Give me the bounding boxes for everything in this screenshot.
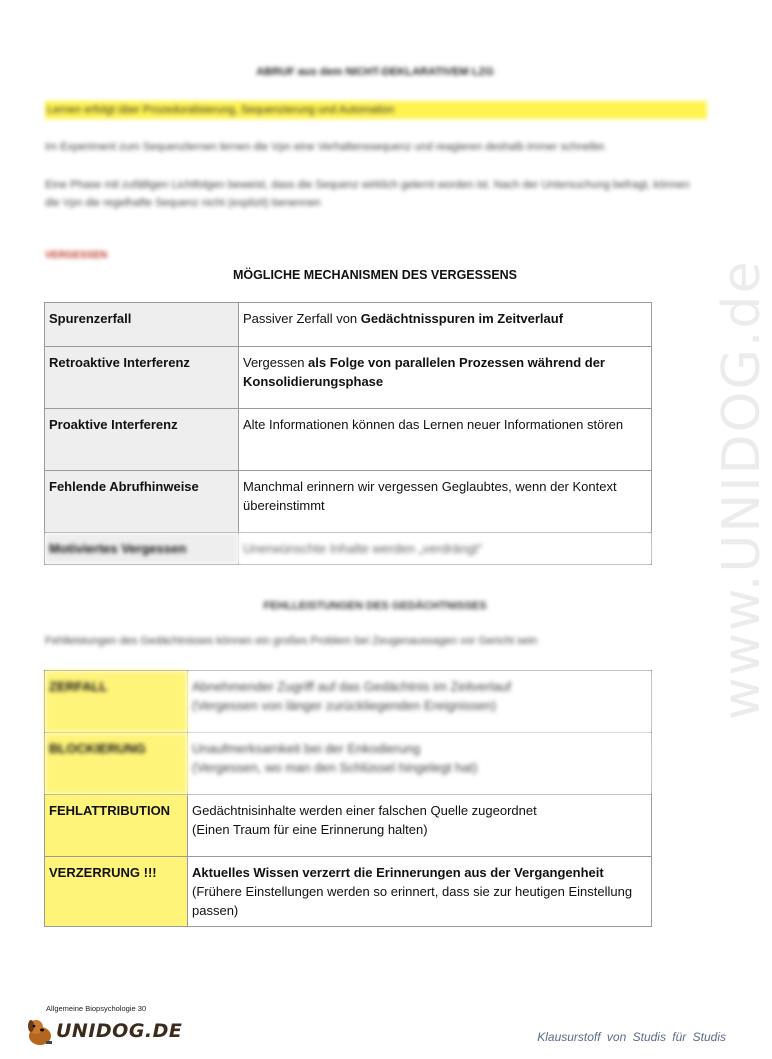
desc-text: Vergessen — [243, 355, 309, 370]
desc-note: (Vergessen, wo man den Schlüssel hingelegt hat) — [192, 760, 478, 775]
desc-cell — [239, 347, 652, 409]
term-cell: BLOCKIERUNG — [45, 733, 188, 795]
table-row — [45, 347, 652, 409]
term-cell: FEHLATTRIBUTION — [45, 795, 188, 857]
desc-line: Gedächtnisinhalte werden einer falschen Quelle zugeordnet — [192, 803, 537, 818]
desc-cell — [188, 733, 652, 795]
fehlleistungen-intro: Fehlleistungen des Gedächtnisses können ein großes Problem bei Zeugenaussagen vor Gericht sein — [45, 635, 538, 647]
dog-icon — [22, 1014, 58, 1050]
term-cell: Fehlende Abrufhinweise — [45, 471, 239, 533]
desc-cell: Alte Informationen können das Lernen neuer Informationen stören — [239, 409, 652, 471]
term-cell: Proaktive Interferenz — [45, 409, 239, 471]
vergessen-label: VERGESSEN — [45, 250, 108, 261]
desc-text: Passiver Zerfall von — [243, 311, 361, 326]
desc-note: (Frühere Einstellungen werden so erinnert, dass sie zur heutigen Einstellung passen) — [192, 884, 633, 918]
term-cell: ZERFALL — [45, 671, 188, 733]
desc-bold-text: als Folge von parallelen Prozessen während der Konsolidierungsphase — [243, 355, 605, 389]
desc-line: Abnehmender Zugriff auf das Gedächtnis im Zeitverlauf — [192, 679, 512, 694]
desc-cell: Manchmal erinnern wir vergessen Geglaubtes, wenn der Kontext übereinstimmt — [239, 471, 652, 533]
table-row — [45, 409, 652, 471]
paragraph-2: Eine Phase mit zufälligen Lichtfolgen beweist, dass die Sequenz wirklich gelernt worden ist. Nach der Untersuchung befragt, können die Vpn die regelhafte Sequenz nicht (explizit) benennen — [45, 179, 690, 209]
mechanisms-title: MÖGLICHE MECHANISMEN DES VERGESSENS — [232, 268, 518, 282]
fehlleistungen-title: FEHLLEISTUNGEN DES GEDÄCHTNISSES — [263, 600, 487, 612]
table-row — [45, 471, 652, 533]
fehlleistungen-table — [44, 670, 652, 927]
desc-line: Aktuelles Wissen verzerrt die Erinnerungen aus der Vergangenheit — [192, 865, 604, 880]
desc-cell — [239, 303, 652, 347]
desc-note: (Vergessen von länger zurückliegenden Ereignissen) — [192, 698, 497, 713]
desc-line: Unaufmerksamkeit bei der Enkodierung — [192, 741, 421, 756]
desc-cell — [188, 857, 652, 927]
table-row — [45, 733, 652, 795]
term-cell: Spurenzerfall — [45, 303, 239, 347]
desc-cell — [188, 671, 652, 733]
desc-cell: Unerwünschte Inhalte werden „verdrängt“ — [239, 533, 652, 565]
top-heading: ABRUF aus dem NICHT-DEKLARATIVEM LZG — [256, 66, 494, 78]
table-row — [45, 795, 652, 857]
highlighted-line: Lernen erfolgt über Prozeduralisierung, Sequenzierung und Automation — [45, 101, 707, 119]
watermark: www.UNIDOG.de — [712, 259, 772, 720]
desc-bold-text: Gedächtnisspuren im Zeitverlauf — [360, 311, 564, 326]
desc-note: (Einen Traum für eine Erinnerung halten) — [192, 822, 428, 837]
desc-cell — [188, 795, 652, 857]
unidog-logo — [22, 1014, 182, 1050]
mechanisms-table — [44, 302, 652, 565]
table-row — [45, 857, 652, 927]
term-cell: Motiviertes Vergessen — [45, 533, 239, 565]
table-row — [45, 303, 652, 347]
term-cell: Retroaktive Interferenz — [45, 347, 239, 409]
term-cell: VERZERRUNG !!! — [45, 857, 188, 927]
table-row — [45, 533, 652, 565]
slogan: Klausurstoff von Studis für Studis — [537, 1030, 726, 1044]
course-footer: Allgemeine Biopsychologie 30 — [46, 1004, 147, 1013]
logo-text: UNIDOG.DE — [56, 1020, 183, 1042]
table-row — [45, 671, 652, 733]
paragraph-1: Im Experiment zum Sequenzlernen lernen die Vpn eine Verhaltenssequenz und reagieren deshalb immer schneller. — [45, 141, 607, 153]
